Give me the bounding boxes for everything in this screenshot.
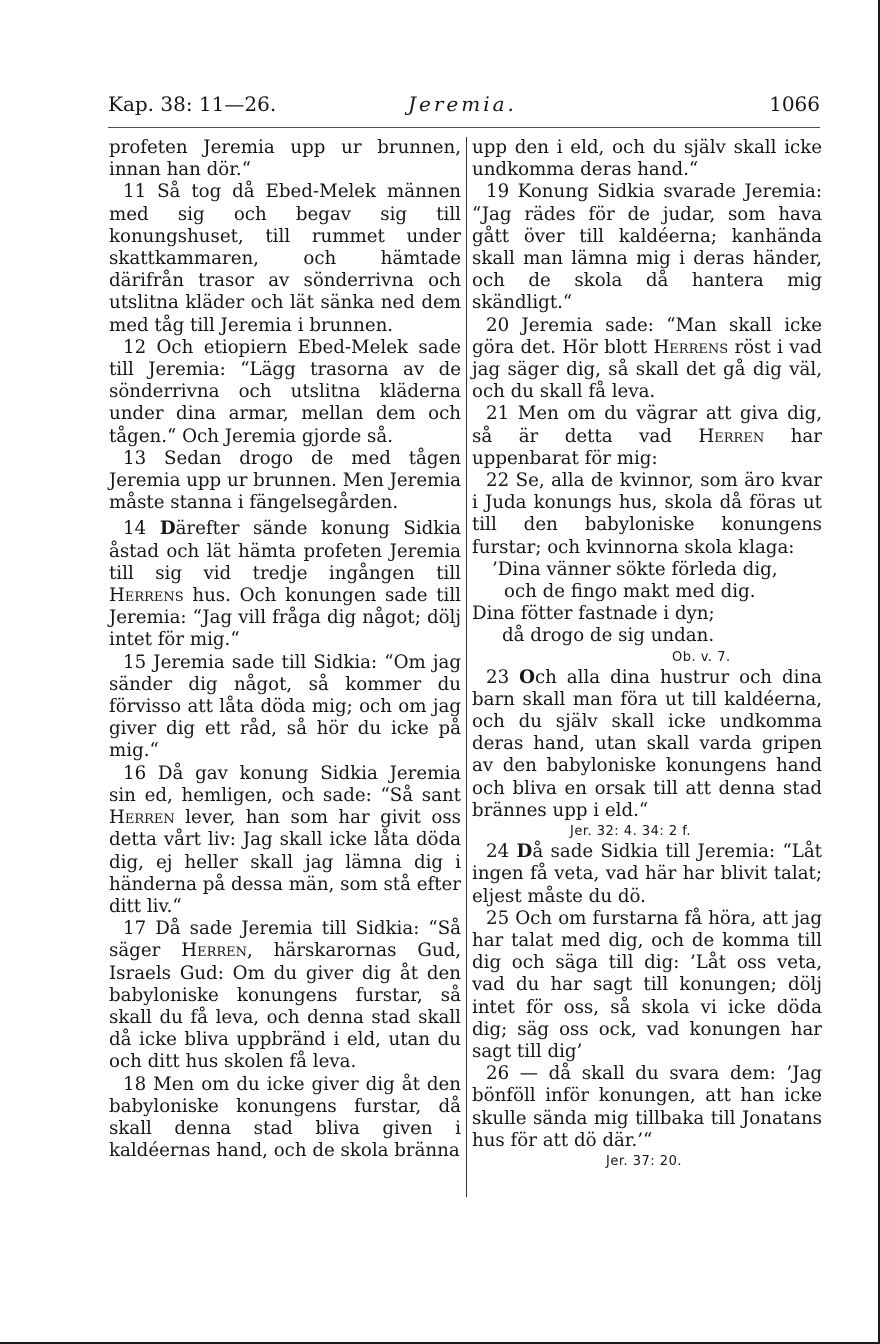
poem-line-3: Dina fötter fastnade i dyn; (472, 603, 715, 625)
continuation-paragraph: profeten Jeremia upp ur brunnen, innan han dör.“ (109, 137, 461, 181)
verse-24 (472, 841, 822, 908)
header-rule (108, 127, 820, 128)
verse-23 (472, 667, 822, 822)
initial-letter: O (519, 666, 535, 688)
running-header (108, 92, 820, 122)
verse-text: 16 Då gav konung Sidkia Jeremia sin ed, hemligen, och sade: “Så sant (109, 762, 461, 806)
poem-line-4: då drogo de sig undan. (502, 625, 715, 647)
verse-text: lever, han som har givit oss detta vårt liv: Jag skall icke låta döda dig, ej heller skall jag lämna dig i händerna på dessa män, som stå efter ditt liv.“ (109, 807, 461, 917)
lord-name: Herren (698, 425, 765, 447)
right-column (472, 137, 822, 1171)
cross-reference: Jer. 32: 4. 34: 2 f. (570, 824, 692, 840)
verse-text: 21 Men om du vägrar att giva dig, så är detta vad (472, 403, 822, 447)
verse-number: 24 (486, 841, 510, 863)
verse-text: hus. Och konungen sade till Jeremia: “Jag vill fråga dig något; dölj intet för mig.“ (109, 585, 461, 651)
verse-18: 18 Men om du icke giver dig åt den babyloniske konungens furstar, då skall denna stad bliva given i kaldéernas hand, och de skola bränna (109, 1073, 461, 1162)
verse-14 (109, 518, 461, 651)
cross-reference: Jer. 37: 20. (606, 1153, 682, 1169)
verse-text: ärefter sände konung Sidkia åstad och lät hämta profeten Jeremia till sig vid tredje ingången till (109, 518, 461, 584)
book-title: Jeremia. (408, 92, 517, 116)
lord-name: Herrens (653, 336, 729, 358)
verse-22: 22 Se, alla de kvinnor, som äro kvar i Juda konungs hus, skola då föras ut till den babyloniske konungens furstar; och kvinnorna skola klaga: (472, 470, 822, 558)
initial-letter: D (159, 518, 176, 540)
cross-reference: Ob. v. 7. (672, 649, 731, 665)
verse-text: ch alla dina hustrur och dina barn skall man föra ut till kaldéerna, och du själv skall icke undkomma deras hand, utan skall varda gripen av den babyloniske konungens hand och bliva en orsak till att denna stad brännes upp i eld.“ (472, 666, 822, 821)
verse-20 (472, 315, 822, 404)
verse-text: röst i vad jag säger dig, så skall det gå dig väl, och du skall få leva. (472, 336, 822, 403)
verse-text: , härskarornas Gud, Israels Gud: Om du giver dig åt den babyloniske konungens furstar, så skall du få leva, och denna stad skall då icke bliva uppbränd i eld, utan du och ditt hus skolen få leva. (109, 940, 461, 1073)
initial-letter: D (516, 841, 533, 863)
verse-17 (109, 918, 461, 1073)
verse-text: å sade Sidkia till Jeremia: “Låt ingen få veta, vad här har blivit talat; eljest måste du dö. (472, 841, 822, 907)
lord-name: Herren (181, 940, 248, 962)
verse-15: 15 Jeremia sade till Sidkia: “Om jag sänder dig något, så kommer du förvisso att låta döda mig; och om jag giver dig ett råd, så hör du icke på mig.“ (109, 651, 461, 762)
verse-12: 12 Och etiopiern Ebed-Melek sade till Jeremia: “Lägg trasorna av de sönderrivna och utslitna kläderna under dina armar, mellan dem och tågen.“ Och Jeremia gjorde så. (109, 336, 461, 447)
verse-text: har uppenbarat för mig: (472, 425, 822, 469)
page-number: 1066 (769, 92, 820, 116)
verse-number: 14 (123, 518, 147, 540)
verse-19: 19 Konung Sidkia svarade Jeremia: “Jag rädes för de judar, som hava gått över till kaldéerna; kanhända skall man lämna mig i deras händer, och de skola då hantera mig skändligt.“ (472, 181, 822, 314)
verse-text: 17 Då sade Jeremia till Sidkia: “Så säger (109, 918, 461, 962)
poem-line-2: och de fingo makt med dig. (504, 581, 756, 603)
verse-11: 11 Så tog då Ebed-Melek männen med sig och begav sig till konungshuset, till rummet under skattkammaren, och hämtade därifrån trasor av sönderrivna och utslitna kläder och lät sänka ned dem med tåg till Jeremia i brunnen. (109, 181, 461, 336)
verse-16 (109, 763, 461, 918)
left-column (109, 137, 461, 1162)
poem-line-1: ’Dina vänner sökte förleda dig, (492, 558, 778, 580)
chapter-reference: Kap. 38: 11—26. (108, 92, 277, 116)
verse-26: 26 — då skall du svara dem: ’Jag bönföll inför konungen, att han icke skulle sända mig tillbaka till Jonatans hus för att dö där.’“ (472, 1063, 822, 1151)
verse-21 (472, 403, 822, 470)
lord-name: Herrens (109, 585, 184, 607)
verse-25: 25 Och om furstarna få höra, att jag har talat med dig, och de komma till dig och säga till dig: ’Låt oss veta, vad du har sagt till konungen; dölj intet för oss, så skola vi icke döda dig; säg oss ock, vad konungen har sagt till dig’ (472, 907, 822, 1062)
verse-text: 20 Jeremia sade: “Man skall icke göra det. Hör blott (472, 314, 822, 358)
verse-number: 23 (486, 666, 510, 688)
lord-name: Herren (109, 807, 175, 829)
continuation-paragraph: upp den i eld, och du själv skall icke undkomma deras hand.“ (472, 137, 822, 181)
verse-13: 13 Sedan drogo de med tågen Jeremia upp ur brunnen. Men Jeremia måste stanna i fängelsegården. (109, 447, 461, 514)
column-divider (466, 137, 467, 1197)
